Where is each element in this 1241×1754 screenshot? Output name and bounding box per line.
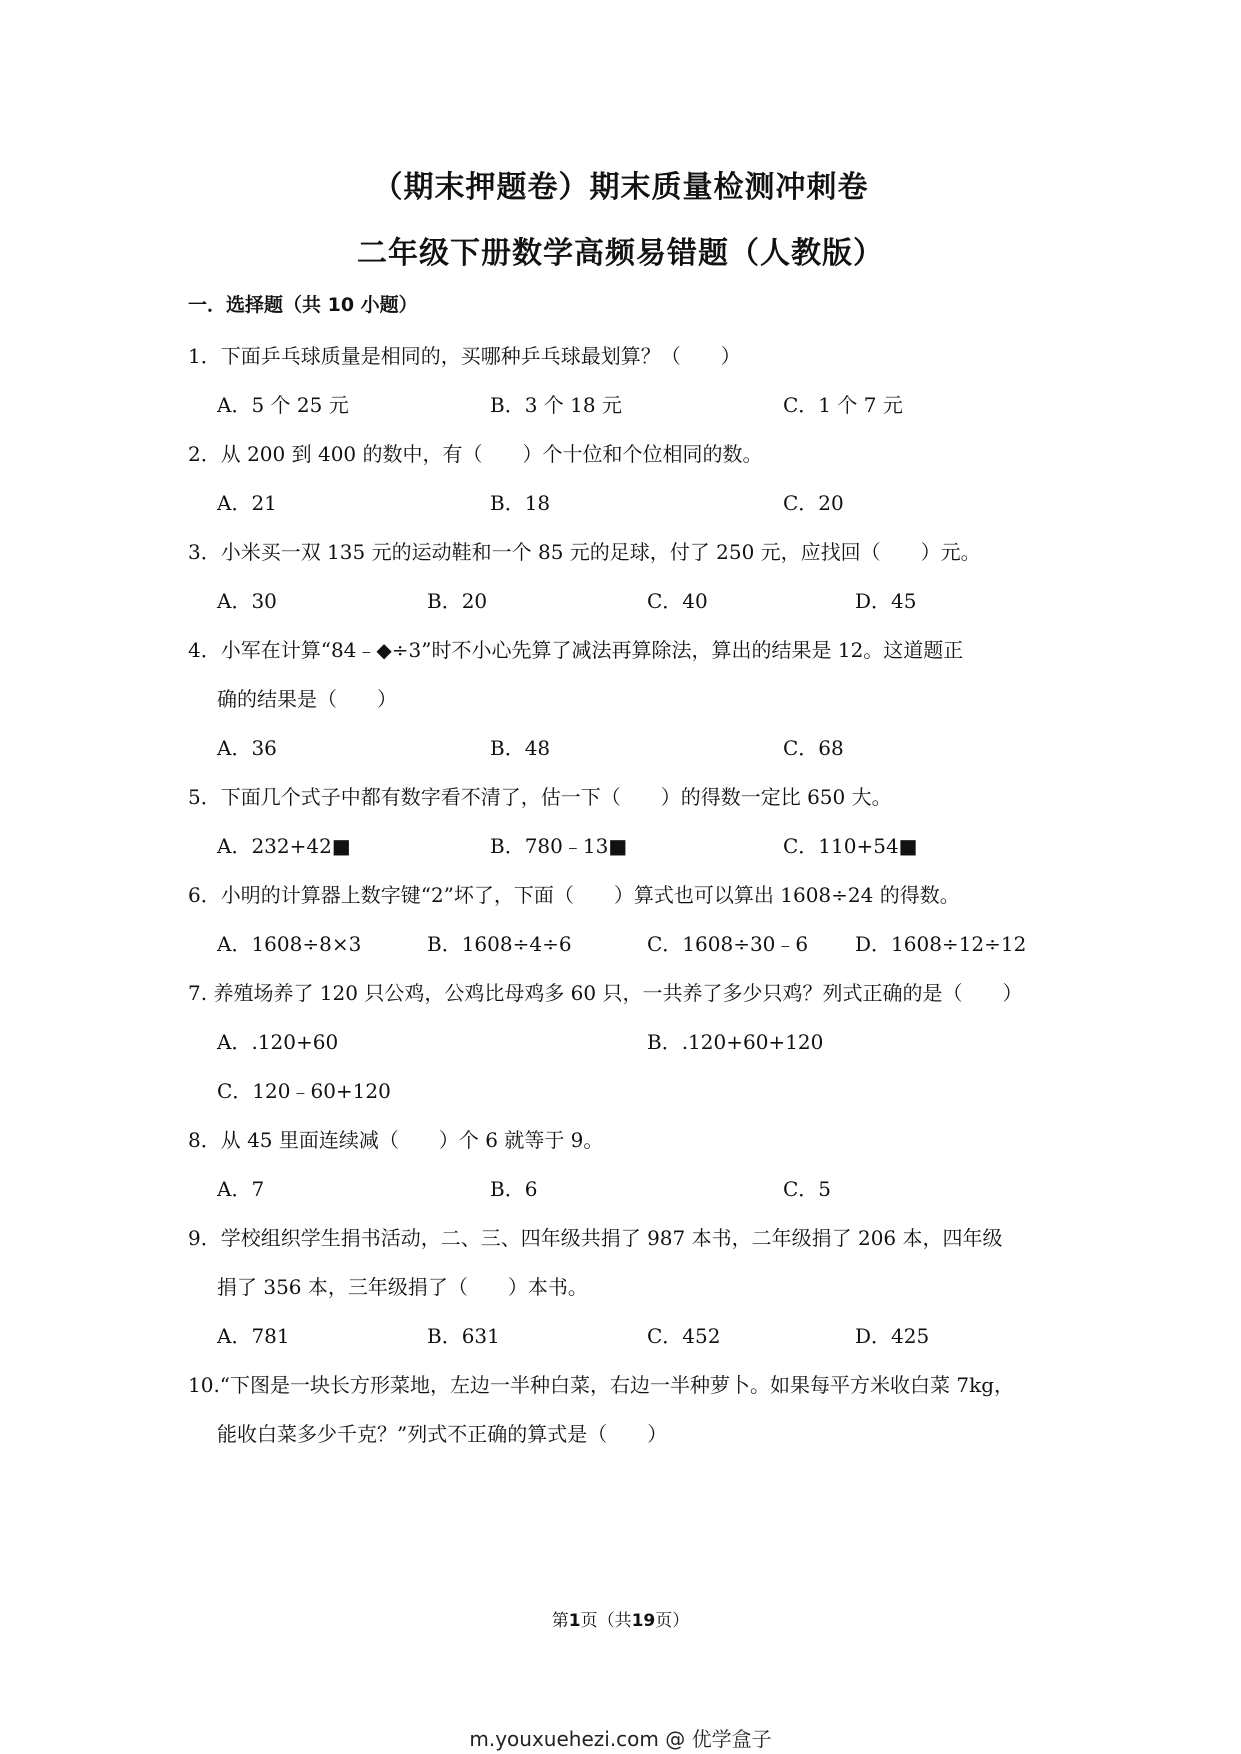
q9-option-c: C．452 [647, 1324, 721, 1348]
page-title: （期末押题卷）期末质量检测冲刺卷 [372, 170, 869, 205]
footer-page-number: 1 [568, 1611, 581, 1631]
q4-option-c: C．68 [783, 736, 844, 760]
q7-option-a: A．.120+60 [217, 1030, 339, 1054]
q8-option-b: B．6 [490, 1177, 538, 1201]
q5-option-b: B．780﹣13■ [490, 834, 628, 858]
page-subtitle: 二年级下册数学高频易错题（人教版） [357, 236, 884, 271]
q3-option-a: A．30 [217, 589, 277, 613]
q3-option-c: C．40 [647, 589, 708, 613]
q1-option-a: A．5 个 25 元 [217, 393, 349, 417]
footer-suffix: 页） [655, 1611, 690, 1631]
q1-option-b: B．3 个 18 元 [490, 393, 622, 417]
q5-option-a: A．232+42■ [217, 834, 351, 858]
q8-option-c: C．5 [783, 1177, 832, 1201]
footer-total-pages: 19 [631, 1611, 656, 1631]
question-8-text: 8．从 45 里面连续减（ ）个 6 就等于 9。 [188, 1128, 604, 1152]
question-4-text: 4．小军在计算“84﹣◆÷3”时不小心先算了减法再算除法，算出的结果是 12。这道题正 [188, 638, 964, 662]
footer-middle: 页（共 [580, 1611, 632, 1631]
q6-option-c: C．1608÷30﹣6 [647, 932, 809, 956]
question-5-text: 5．下面几个式子中都有数字看不清了，估一下（ ）的得数一定比 650 大。 [188, 785, 892, 809]
q6-option-d: D．1608÷12÷12 [855, 932, 1027, 956]
watermark: m.youxuehezi.com @ 优学盒子 [469, 1727, 772, 1751]
question-2-text: 2．从 200 到 400 的数中，有（ ）个十位和个位相同的数。 [188, 442, 763, 466]
question-9-text-cont: 捐了 356 本，三年级捐了（ ）本书。 [217, 1275, 588, 1299]
question-10-text-cont: 能收白菜多少千克？”列式不正确的算式是（ ） [217, 1422, 668, 1446]
question-4-text-cont: 确的结果是（ ） [217, 687, 397, 711]
question-3-text: 3．小米买一双 135 元的运动鞋和一个 85 元的足球，付了 250 元，应找回（ ）元。 [188, 540, 981, 564]
q2-option-b: B．18 [490, 491, 551, 515]
question-7-text: 7. 养殖场养了 120 只公鸡，公鸡比母鸡多 60 只，一共养了多少只鸡？列式正确的是（ ） [188, 981, 1023, 1005]
q6-option-a: A．1608÷8×3 [217, 932, 362, 956]
q4-option-a: A．36 [217, 736, 277, 760]
q7-option-c: C．120﹣60+120 [217, 1079, 391, 1103]
section-heading: 一．选择题（共 10 小题） [188, 294, 418, 316]
q1-option-c: C．1 个 7 元 [783, 393, 903, 417]
q5-option-c: C．110+54■ [783, 834, 918, 858]
page-footer [0, 1606, 1241, 1631]
footer-prefix: 第 [551, 1611, 569, 1631]
question-10-text: 10.“下图是一块长方形菜地，左边一半种白菜，右边一半种萝卜。如果每平方米收白菜 7kg， [188, 1373, 1015, 1397]
q7-option-b: B．.120+60+120 [647, 1030, 824, 1054]
q2-option-c: C．20 [783, 491, 844, 515]
q8-option-a: A．7 [217, 1177, 265, 1201]
q6-option-b: B．1608÷4÷6 [427, 932, 572, 956]
question-9-text: 9．学校组织学生捐书活动，二、三、四年级共捐了 987 本书，二年级捐了 206 本，四年级 [188, 1226, 1003, 1250]
question-1-text: 1．下面乒乓球质量是相同的，买哪种乒乓球最划算？（ ） [188, 344, 741, 368]
q9-option-a: A．781 [217, 1324, 290, 1348]
question-6-text: 6．小明的计算器上数字键“2”坏了，下面（ ）算式也可以算出 1608÷24 的得数。 [188, 883, 960, 907]
q2-option-a: A．21 [217, 491, 277, 515]
q3-option-d: D．45 [855, 589, 917, 613]
q3-option-b: B．20 [427, 589, 488, 613]
q9-option-b: B．631 [427, 1324, 500, 1348]
q9-option-d: D．425 [855, 1324, 930, 1348]
q4-option-b: B．48 [490, 736, 551, 760]
